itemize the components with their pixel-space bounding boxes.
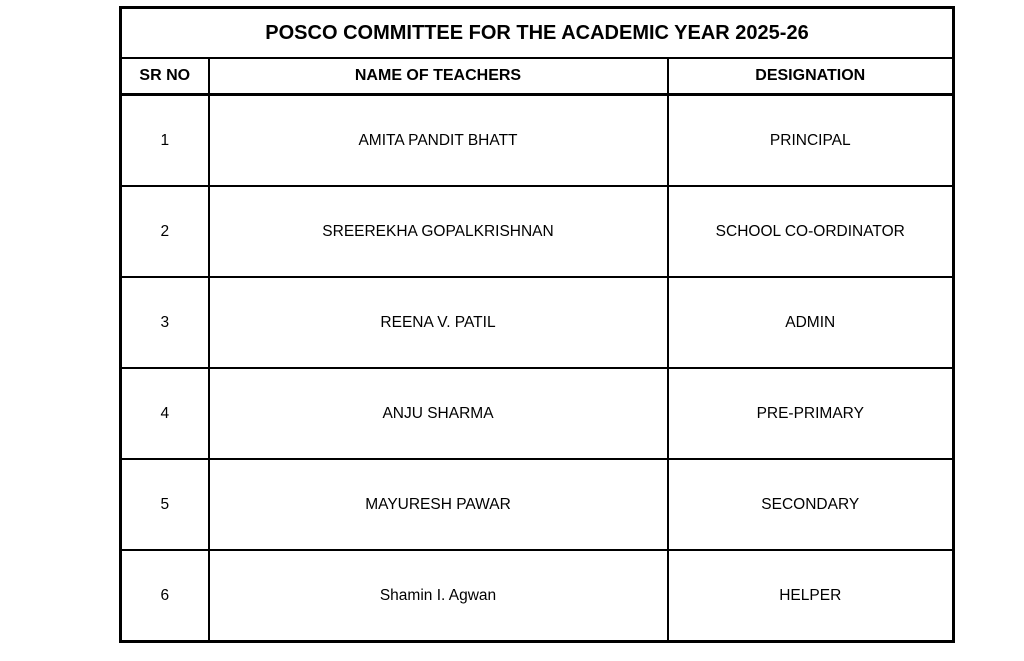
sr-no-cell: 5 xyxy=(121,459,209,550)
designation-cell: SECONDARY xyxy=(668,459,954,550)
designation-cell: ADMIN xyxy=(668,277,954,368)
sr-no-cell: 1 xyxy=(121,95,209,187)
teacher-name-cell: ANJU SHARMA xyxy=(209,368,668,459)
column-header-designation: DESIGNATION xyxy=(668,58,954,95)
sr-no-cell: 2 xyxy=(121,186,209,277)
table-row xyxy=(121,186,954,277)
designation-cell: HELPER xyxy=(668,550,954,642)
column-header-name: NAME OF TEACHERS xyxy=(209,58,668,95)
teacher-name-cell: AMITA PANDIT BHATT xyxy=(209,95,668,187)
title-row xyxy=(121,8,954,59)
designation-cell: PRINCIPAL xyxy=(668,95,954,187)
teacher-name-cell: REENA V. PATIL xyxy=(209,277,668,368)
header-row xyxy=(121,58,954,95)
teacher-name-cell: Shamin I. Agwan xyxy=(209,550,668,642)
table-title: POSCO COMMITTEE FOR THE ACADEMIC YEAR 2025-26 xyxy=(121,8,954,59)
committee-table xyxy=(119,6,955,643)
table-row xyxy=(121,277,954,368)
table-row xyxy=(121,459,954,550)
table-row xyxy=(121,550,954,642)
column-header-sr-no: SR NO xyxy=(121,58,209,95)
teacher-name-cell: SREEREKHA GOPALKRISHNAN xyxy=(209,186,668,277)
table-row xyxy=(121,95,954,187)
sr-no-cell: 3 xyxy=(121,277,209,368)
sr-no-cell: 6 xyxy=(121,550,209,642)
table-row xyxy=(121,368,954,459)
designation-cell: PRE-PRIMARY xyxy=(668,368,954,459)
teacher-name-cell: MAYURESH PAWAR xyxy=(209,459,668,550)
designation-cell: SCHOOL CO-ORDINATOR xyxy=(668,186,954,277)
sr-no-cell: 4 xyxy=(121,368,209,459)
